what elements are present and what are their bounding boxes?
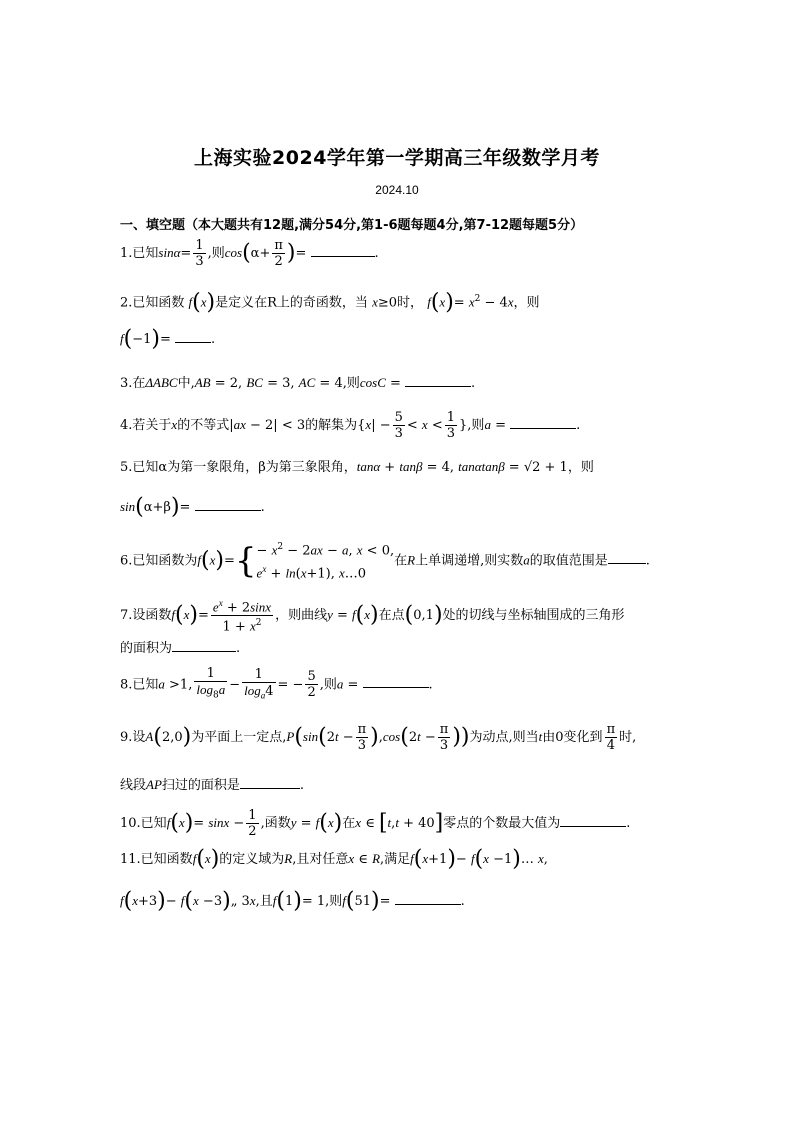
answer-blank-11[interactable] [395,903,461,905]
answer-blank-9[interactable] [240,787,300,789]
answer-blank-5[interactable] [195,509,261,511]
question-4: 4.若关于x的不等式|ax − 2| < 3的解集为{x| − $\frac{5}{3}$ < x < $\frac{1}{3}$ },则a = . [120,410,581,441]
answer-blank-2[interactable] [175,341,211,343]
question-6: 6.已知函数为f(x)={ − $x^2 - 2ax - a$, x < 0, $e^x + \ln(x+1)$, x…0 在R上单调递增,则实数a的取值范围是 . [120,540,650,582]
question-2: 2.已知函数 f(x)是定义在R上的奇函数，当 x≥0时， $f(x)= x^2 - 4x$，则 [120,289,540,315]
question-11-line-2: f(x+3)− f(x −3)„ 3x,且f(1)= 1,则f(51)= . [120,888,465,914]
question-9-line-2: 线段AP扫过的面积是 . [120,777,305,793]
answer-blank-8[interactable] [363,686,429,688]
question-2-line-2: f(−1)= . [120,326,216,352]
question-7: 7.设函数f(x)= $\frac{e^x + 2\sin x}{1 + x^2}$ ，则曲线y = f(x)在点(0,1)处的切线与坐标轴围成的三角形 [120,598,625,635]
answer-blank-3[interactable] [405,385,471,387]
question-8: 8.已知a >1, $\frac{1}{\log_8a}$ − $\frac{1}{\log_a4}$ = − $\frac{5}{2}$ ,则a = . [120,666,433,701]
question-5-line-2: sin(α+β)= . [120,494,265,520]
answer-blank-10[interactable] [560,825,626,827]
question-9: 9.设A(2,0)为平面上一定点,P(sin(2t − $\frac{\pi}{3}$ ),cos(2t − $\frac{\pi}{3}$ ))为动点,则当t由0变化到 $\frac{\pi}{4}$ 时, [120,722,637,753]
question-3: 3.在ΔABC中,AB = 2, BC = 3, AC = 4,则cosC = . [120,375,476,391]
question-7-line-2: 的面积为 . [120,641,241,656]
exam-date: 2024.10 [375,183,419,197]
answer-blank-1[interactable] [311,255,375,257]
answer-blank-4[interactable] [510,427,576,429]
question-5: 5.已知α为第一象限角，β为第三象限角，tanα + tanβ = 4, tanαtanβ = √2 + 1，则 [120,459,594,475]
answer-blank-7[interactable] [172,650,236,652]
section-heading: 一、填空题（本大题共有12题,满分54分,第1-6题每题4分,第7-12题每题5分） [120,218,584,233]
question-1: 1.已知sinα= $\frac{1}{3}$ ,则cos(α+ $\frac{\pi}{2}$ )= . [120,238,379,269]
answer-blank-6[interactable] [608,562,646,564]
question-10: 10.已知f(x)= sinx − $\frac{1}{2}$ ,函数y = f(x)在x ∈ [t,t + 40]零点的个数最大值为 . [120,808,631,839]
question-11: 11.已知函数f(x)的定义域为R,且对任意x ∈ R,满足f(x+1)− f(x −1)… x, [120,846,548,872]
exam-title: 上海实验2024学年第一学期高三年级数学月考 [194,147,600,169]
